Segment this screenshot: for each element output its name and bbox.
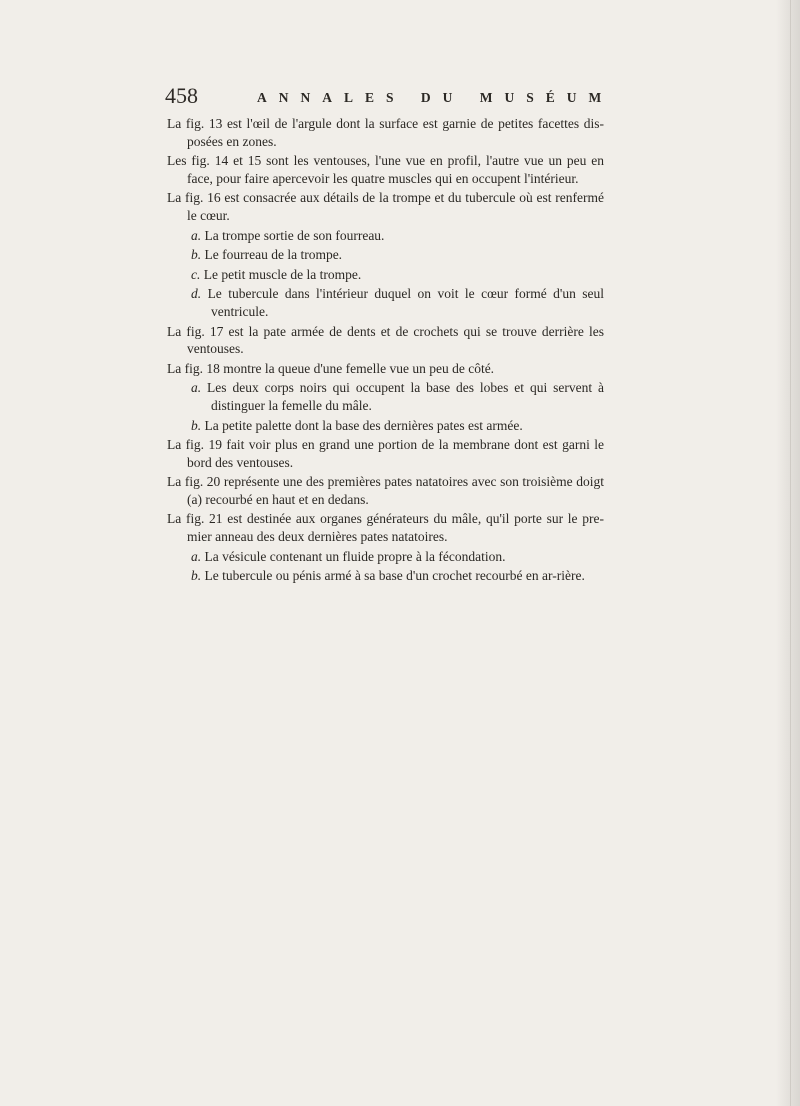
- paragraph-fig-16-d: d. Le tubercule dans l'intérieur duquel on voit le cœur formé d'un seul ventricule.: [191, 286, 604, 319]
- paragraph-fig-21-b: b. Le tubercule ou pénis armé à sa base d'un crochet recourbé en ar-rière.: [191, 568, 585, 584]
- running-title: ANNALES DU MUSÉUM: [257, 90, 614, 105]
- paragraph-fig-16: La fig. 16 est consacrée aux détails de la trompe et du tubercule où est renfermé le cœur.: [167, 190, 604, 223]
- item-label: b.: [191, 417, 202, 433]
- page-edge-shadow: [776, 0, 800, 1106]
- paragraph-fig-13: La fig. 13 est l'œil de l'argule dont la surface est garnie de petites facettes dis-posées en zones.: [167, 116, 604, 149]
- paragraph-fig-18-a: a. Les deux corps noirs qui occupent la base des lobes et qui servent à distinguer la femelle du mâle.: [191, 380, 605, 413]
- item-label: b.: [191, 568, 202, 584]
- item-label: b.: [191, 247, 202, 263]
- item-label: d.: [191, 286, 202, 302]
- paragraph-fig-14-15: Les fig. 14 et 15 sont les ventouses, l'une vue en profil, l'autre vue un peu en face, pour faire apercevoir les quatre muscles qui en occupent l'intérieur.: [167, 153, 604, 186]
- paragraph-fig-18-b: b. La petite palette dont la base des dernières pates est armée.: [191, 417, 523, 433]
- paragraph-fig-21: La fig. 21 est destinée aux organes générateurs du mâle, qu'il porte sur le pre-mier anneau des deux dernières pates natatoires.: [167, 511, 604, 545]
- paragraph-fig-17: La fig. 17 est la pate armée de dents et de crochets qui se trouve derrière les ventouses.: [167, 323, 604, 357]
- plate-explanation-text: [167, 115, 604, 587]
- page-edge-line: [790, 0, 791, 1106]
- page-number: 458: [165, 83, 198, 108]
- item-label: a.: [191, 548, 202, 564]
- item-label: a.: [191, 227, 202, 243]
- paragraph-fig-20: La fig. 20 représente une des premières pates natatoires avec son troisième doigt (a) recourbé en haut et en dedans.: [167, 474, 604, 507]
- item-label: c.: [191, 266, 201, 282]
- page-header: [165, 83, 614, 115]
- item-label: a.: [191, 380, 202, 396]
- paragraph-fig-21-a: a. La vésicule contenant un fluide propre à la fécondation.: [191, 548, 506, 564]
- paragraph-fig-16-a: a. La trompe sortie de son fourreau.: [191, 227, 385, 243]
- paragraph-fig-16-c: c. Le petit muscle de la trompe.: [191, 266, 362, 282]
- paragraph-fig-16-b: b. Le fourreau de la trompe.: [191, 247, 343, 263]
- paragraph-fig-18: La fig. 18 montre la queue d'une femelle vue un peu de côté.: [167, 360, 495, 376]
- paragraph-fig-19: La fig. 19 fait voir plus en grand une portion de la membrane dont est garni le bord des ventouses.: [167, 437, 604, 470]
